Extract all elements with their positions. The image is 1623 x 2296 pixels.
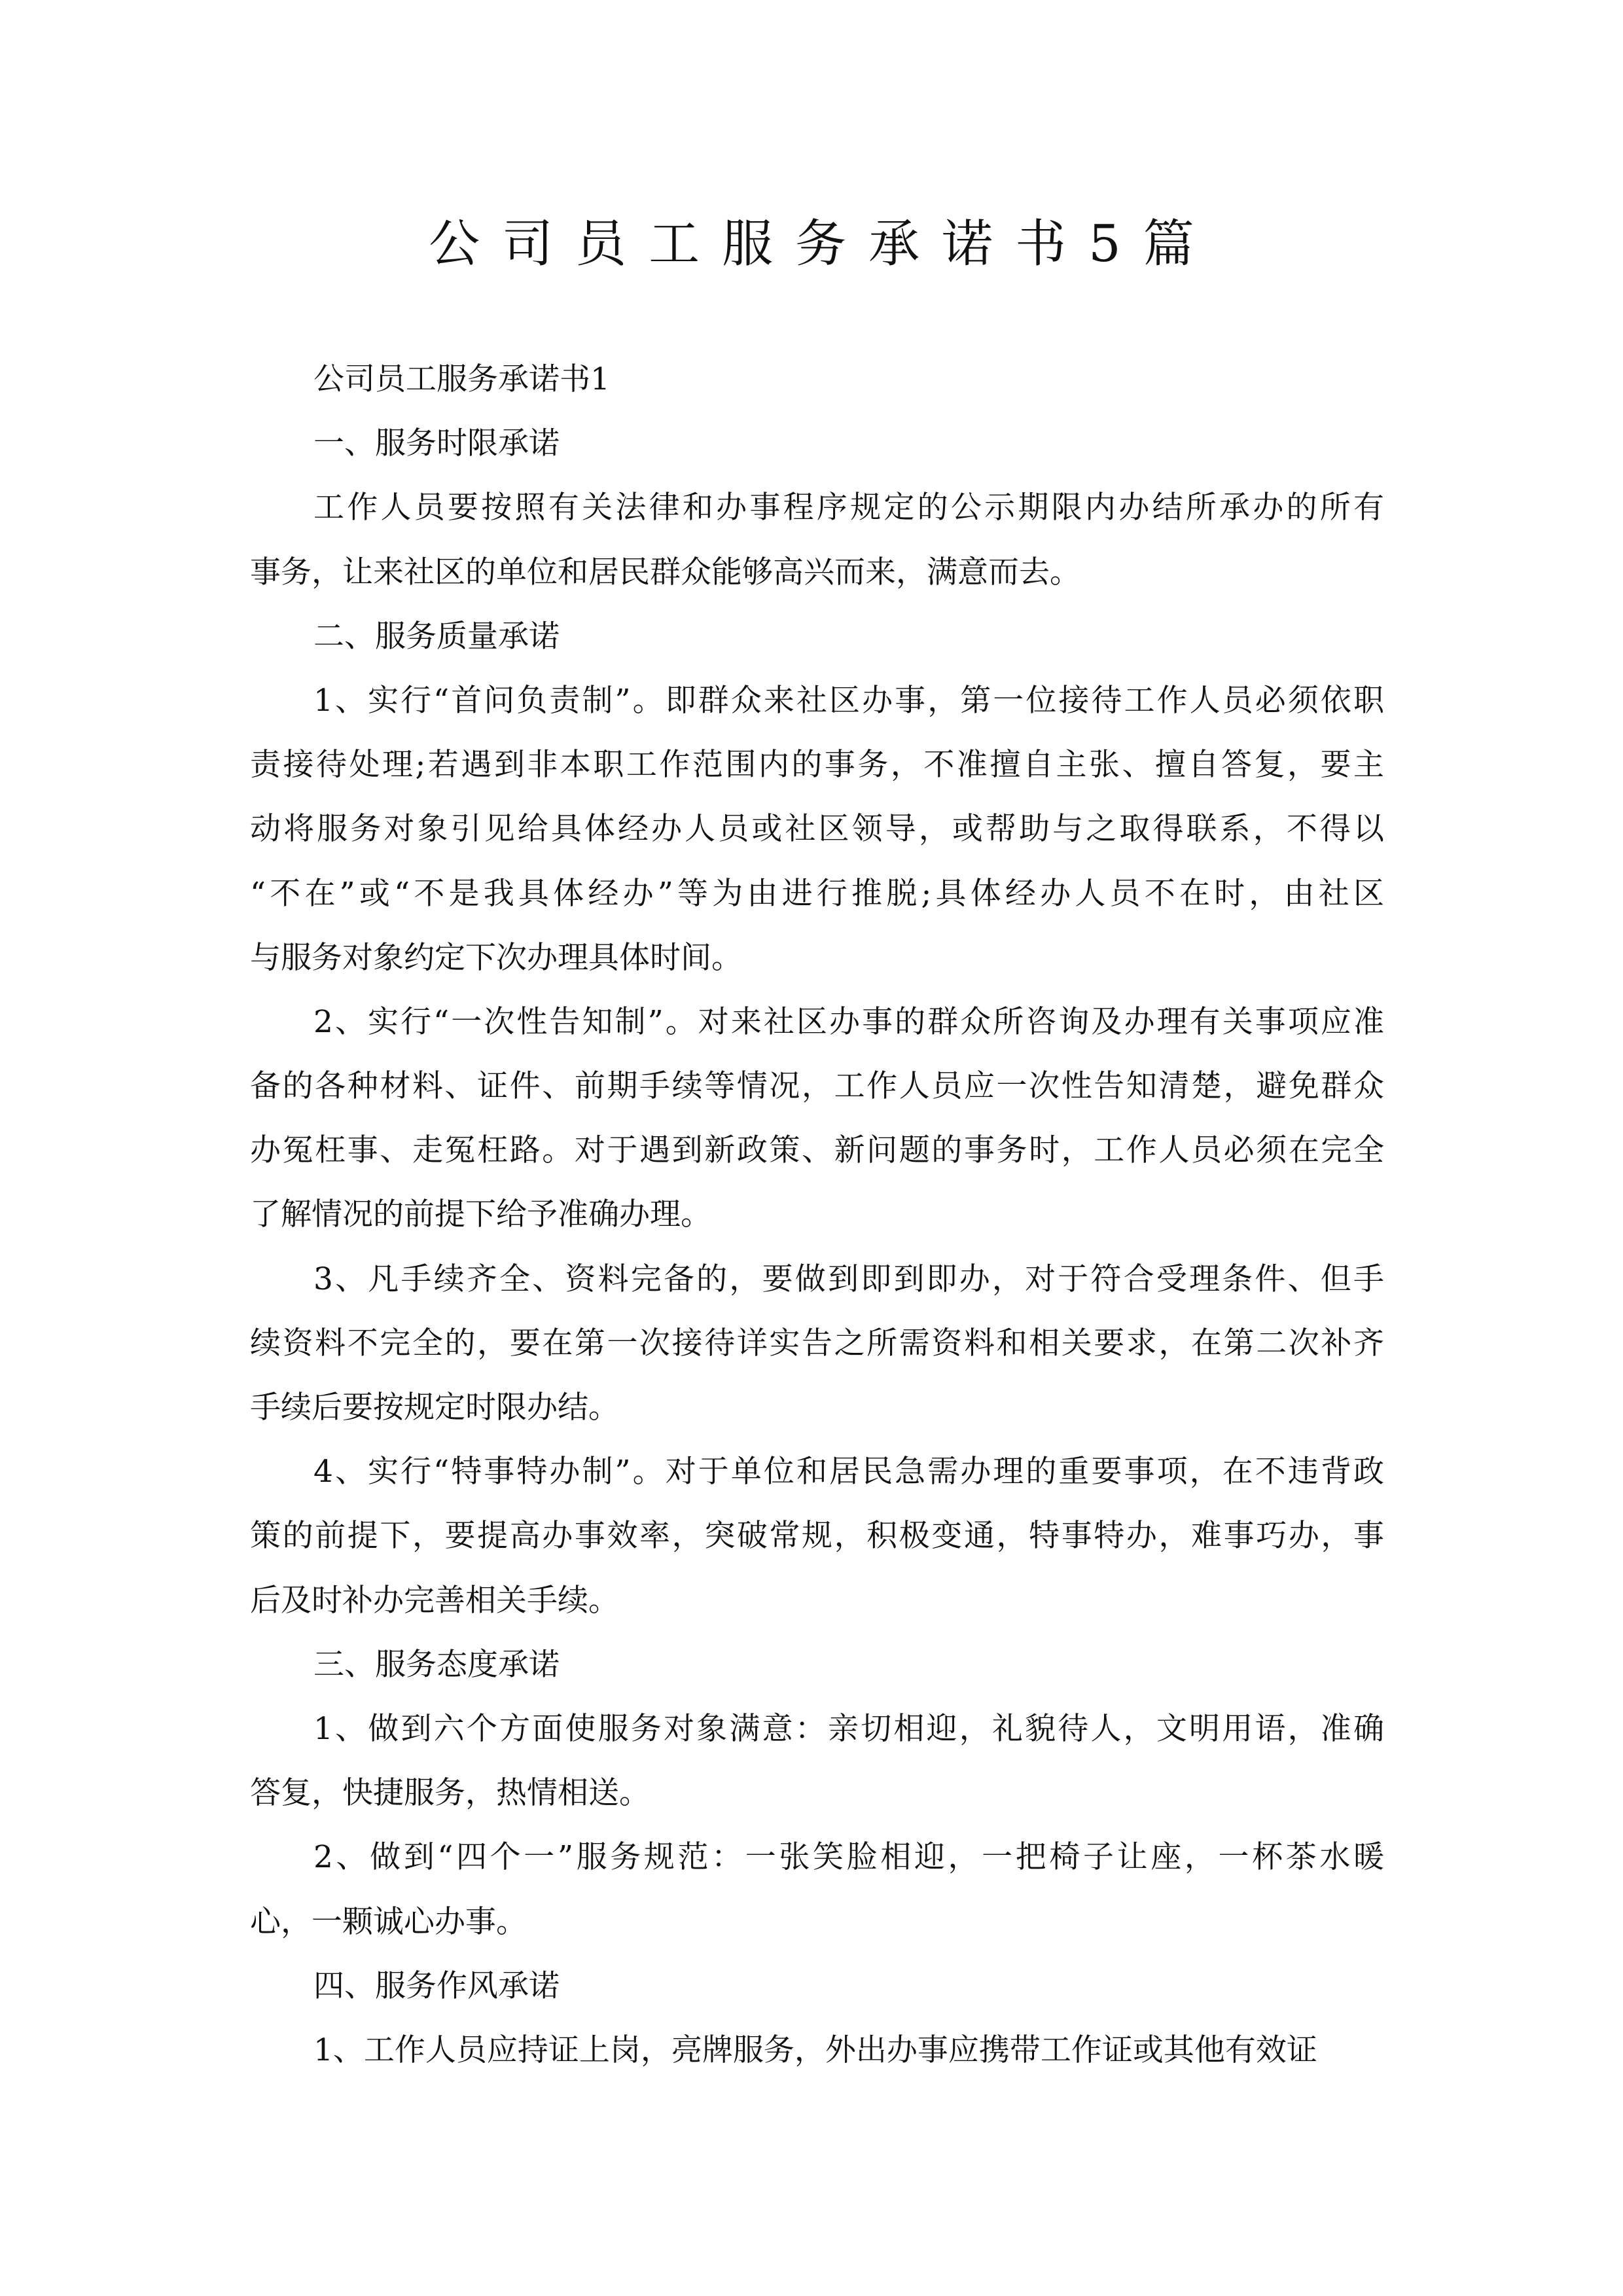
text-line: 后及时补办完善相关手续。 bbox=[250, 1582, 619, 1619]
paragraph bbox=[250, 1697, 1384, 1825]
text-line: 2、做到“四个一”服务规范：一张笑脸相迎，一把椅子让座，一杯茶水暖 bbox=[313, 1839, 1384, 1876]
paragraph bbox=[250, 1440, 1384, 1633]
text-line: 二、服务质量承诺 bbox=[313, 618, 560, 655]
text-line: “不在”或“不是我具体经办”等为由进行推脱;具体经办人员不在时，由社区 bbox=[250, 875, 1384, 912]
document-body bbox=[250, 348, 1384, 2083]
text-line: 备的各种材料、证件、前期手续等情况，工作人员应一次性告知清楚，避免群众 bbox=[250, 1068, 1384, 1105]
text-line: 1、工作人员应持证上岗，亮牌服务，外出办事应携带工作证或其他有效证 bbox=[313, 2032, 1317, 2068]
paragraph bbox=[250, 669, 1384, 990]
document-title: 公司员工服务承诺书5篇 bbox=[429, 215, 1217, 274]
paragraph bbox=[250, 1247, 1384, 1441]
text-line: 2、实行“一次性告知制”。对来社区办事的群众所咨询及办理有关事项应准 bbox=[313, 1003, 1384, 1040]
text-line: 四、服务作风承诺 bbox=[313, 1967, 560, 2004]
paragraph bbox=[250, 605, 1384, 669]
paragraph bbox=[250, 1825, 1384, 1954]
text-line: 1、实行“首问负责制”。即群众来社区办事，第一位接待工作人员必须依职 bbox=[313, 682, 1384, 719]
text-line: 了解情况的前提下给予准确办理。 bbox=[250, 1196, 711, 1233]
paragraph bbox=[250, 348, 1384, 412]
text-line: 4、实行“特事特办制”。对于单位和居民急需办理的重要事项，在不违背政 bbox=[313, 1454, 1384, 1490]
text-line: 动将服务对象引见给具体经办人员或社区领导，或帮助与之取得联系，不得以 bbox=[250, 811, 1384, 848]
text-line: 一、服务时限承诺 bbox=[313, 425, 560, 462]
paragraph bbox=[250, 412, 1384, 476]
text-line: 3、凡手续齐全、资料完备的，要做到即到即办，对于符合受理条件、但手 bbox=[313, 1261, 1384, 1297]
paragraph bbox=[250, 476, 1384, 604]
paragraph bbox=[250, 990, 1384, 1247]
text-line: 办冤枉事、走冤枉路。对于遇到新政策、新问题的事务时，工作人员必须在完全 bbox=[250, 1132, 1384, 1169]
text-line: 三、服务态度承诺 bbox=[313, 1646, 560, 1683]
text-line: 公司员工服务承诺书1 bbox=[313, 361, 610, 397]
text-line: 答复，快捷服务，热情相送。 bbox=[250, 1775, 650, 1812]
paragraph bbox=[250, 2018, 1384, 2083]
paragraph bbox=[250, 1954, 1384, 2018]
text-line: 事务，让来社区的单位和居民群众能够高兴而来，满意而去。 bbox=[250, 554, 1080, 590]
text-line: 续资料不完全的，要在第一次接待详实告之所需资料和相关要求，在第二次补齐 bbox=[250, 1325, 1384, 1361]
paragraph bbox=[250, 1633, 1384, 1697]
text-line: 与服务对象约定下次办理具体时间。 bbox=[250, 939, 742, 976]
text-line: 责接待处理;若遇到非本职工作范围内的事务，不准擅自主张、擅自答复，要主 bbox=[250, 747, 1384, 783]
text-line: 工作人员要按照有关法律和办事程序规定的公示期限内办结所承办的所有 bbox=[313, 490, 1384, 526]
text-line: 心，一颗诚心办事。 bbox=[250, 1903, 527, 1940]
text-line: 1、做到六个方面使服务对象满意：亲切相迎，礼貌待人，文明用语，准确 bbox=[313, 1710, 1384, 1747]
text-line: 策的前提下，要提高办事效率，突破常规，积极变通，特事特办，难事巧办，事 bbox=[250, 1518, 1384, 1554]
text-line: 手续后要按规定时限办结。 bbox=[250, 1390, 619, 1426]
